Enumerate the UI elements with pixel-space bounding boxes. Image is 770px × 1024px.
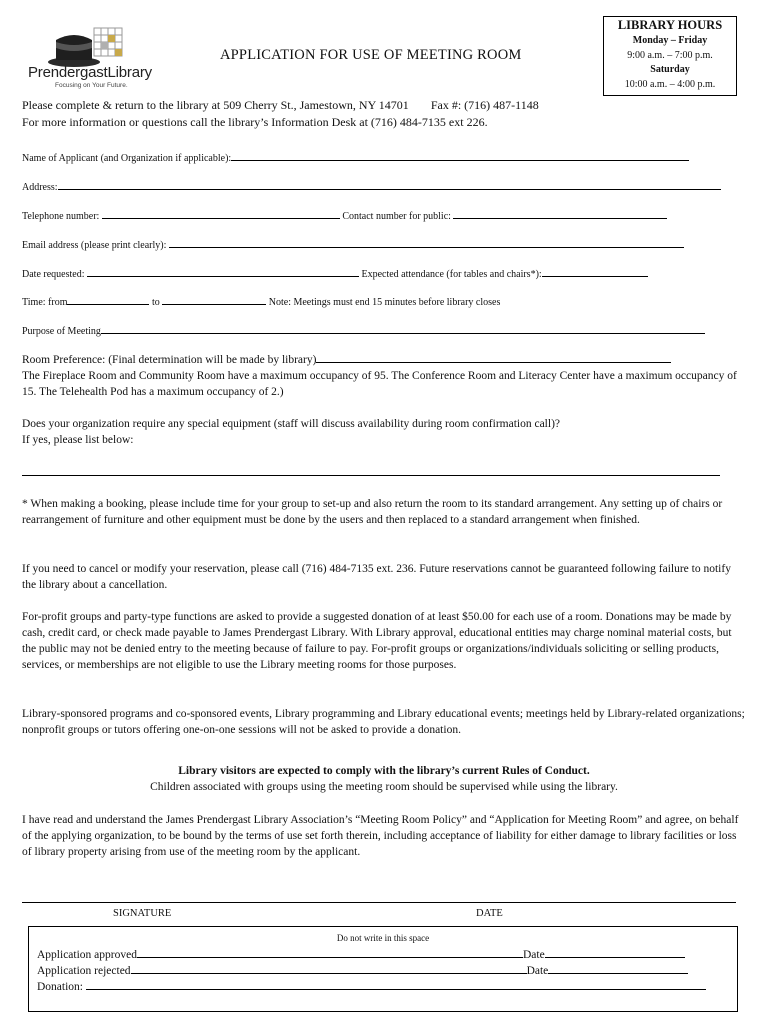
signature-line[interactable] xyxy=(22,902,736,903)
telephone-line[interactable] xyxy=(102,208,340,219)
time-from-label: Time: from xyxy=(22,297,68,308)
info-desk-line: For more information or questions call the library’s Information Desk at (716) 484-7135 ext 226. xyxy=(22,115,488,129)
hours-heading: LIBRARY HOURS xyxy=(617,18,723,32)
address-field[interactable] xyxy=(22,179,721,193)
time-to-label: to xyxy=(151,297,160,308)
email-label: Email address (please print clearly): xyxy=(22,240,167,251)
email-line[interactable] xyxy=(169,237,684,248)
donation-line[interactable] xyxy=(86,979,706,990)
rejected-line[interactable] xyxy=(131,963,527,974)
logo-tagline: Focusing on Your Future. xyxy=(55,82,128,89)
rejected-date-label: Date xyxy=(526,965,549,977)
saturday-label: Saturday xyxy=(650,64,690,75)
equipment-question: Does your organization require any special equipment (staff will discuss availability during room confirmation call)? xyxy=(22,418,561,430)
equipment-line[interactable] xyxy=(22,475,720,476)
attendance-label: Expected attendance (for tables and chairs*): xyxy=(361,269,542,280)
rejected-date-line[interactable] xyxy=(548,963,688,974)
page-title: APPLICATION FOR USE OF MEETING ROOM xyxy=(220,47,522,63)
telephone-field[interactable] xyxy=(22,208,667,222)
contact-public-label: Contact number for public: xyxy=(342,211,451,222)
date-requested-line[interactable] xyxy=(87,266,359,277)
room-pref-line[interactable] xyxy=(316,352,671,363)
equipment-block xyxy=(22,416,746,448)
office-use-note: Do not write in this space xyxy=(336,933,430,943)
weekday-label: Monday – Friday xyxy=(632,35,708,46)
email-field[interactable] xyxy=(22,237,684,251)
date-attendance-field[interactable] xyxy=(22,266,648,280)
time-to-line[interactable] xyxy=(162,294,266,305)
fax-number: Fax #: (716) 487-1148 xyxy=(430,98,539,112)
equipment-list-label: If yes, please list below: xyxy=(22,434,134,446)
approved-row[interactable] xyxy=(37,947,685,961)
cancel-text: If you need to cancel or modify your reservation, please call (716) 484-7135 ext. 236. Future reservations cannot be guaranteed following failure to notify the library about a cancellation. xyxy=(22,563,731,591)
address-line[interactable] xyxy=(58,179,721,190)
purpose-field[interactable] xyxy=(22,323,705,337)
occupancy-text: The Fireplace Room and Community Room have a maximum occupancy of 95. The Conference Room and Literacy Center have a maximum occupancy of 15. The Telehealth Pod has a maximum occupancy of 2.) xyxy=(22,370,737,398)
forprofit-text: For-profit groups and party-type functions are asked to provide a suggested donation of at least $50.00 for each use of a room. Donations may be made by cash, credit card, or check made payable to James Prendergast Library. With Library approval, educational entities may charge nominal material costs, but the public may not be denied entry to the meeting because of failure to pay. For-profit groups or organizations/individuals soliciting or selling products, services, or memberships are not eligible to use the Library meeting rooms for those purposes. xyxy=(22,611,732,671)
applicant-line[interactable] xyxy=(231,150,689,161)
date-label: DATE xyxy=(476,908,503,919)
office-use-box xyxy=(28,926,738,1012)
approved-line[interactable] xyxy=(137,947,523,958)
intro-text xyxy=(22,97,539,131)
address-label: Address: xyxy=(22,182,58,193)
time-from-line[interactable] xyxy=(67,294,149,305)
library-hours-box xyxy=(603,16,737,96)
donation-row[interactable] xyxy=(37,979,706,993)
applicant-label: Name of Applicant (and Organization if applicable): xyxy=(22,153,232,164)
contact-public-line[interactable] xyxy=(453,208,667,219)
date-requested-label: Date requested: xyxy=(22,269,85,280)
purpose-label: Purpose of Meeting xyxy=(22,326,101,337)
approved-label: Application approved xyxy=(37,949,137,961)
approved-date-label: Date xyxy=(522,949,545,961)
purpose-line[interactable] xyxy=(101,323,705,334)
setup-text: * When making a booking, please include time for your group to set-up and also return the room to its standard arrangement. Any setting up of chairs or rearrangement of furniture and other equipment must be done by the users and then replaced to a standard arrangement when finished. xyxy=(22,498,723,526)
time-field[interactable] xyxy=(22,294,500,308)
donation-label: Donation: xyxy=(37,981,83,993)
telephone-label: Telephone number: xyxy=(22,211,100,222)
return-address: Please complete & return to the library at 509 Cherry St., Jamestown, NY 14701 xyxy=(22,98,409,112)
sponsored-text: Library-sponsored programs and co-sponsored events, Library programming and Library educational events; meetings held by Library-related organizations; nonprofit groups or tutors offering one-on-one sessions will not be asked to provide a donation. xyxy=(22,708,745,736)
conduct-text: Library visitors are expected to comply with the library’s current Rules of Conduct. xyxy=(178,765,590,777)
signature-label: SIGNATURE xyxy=(113,908,172,919)
weekday-hours: 9:00 a.m. – 7:00 p.m. xyxy=(627,49,713,61)
room-pref-label: Room Preference: (Final determination will be made by library) xyxy=(22,354,317,366)
saturday-hours: 10:00 a.m. – 4:00 p.m. xyxy=(624,78,716,90)
logo-name: PrendergastLibrary xyxy=(28,64,152,81)
attendance-line[interactable] xyxy=(542,266,648,277)
time-note: Note: Meetings must end 15 minutes before library closes xyxy=(268,297,501,308)
room-preference-block xyxy=(22,352,746,400)
rejected-row[interactable] xyxy=(37,963,688,977)
rejected-label: Application rejected xyxy=(37,965,131,977)
approved-date-line[interactable] xyxy=(545,947,685,958)
applicant-field[interactable] xyxy=(22,150,689,164)
children-text: Children associated with groups using the meeting room should be supervised while using the library. xyxy=(150,781,618,793)
agreement-text: I have read and understand the James Prendergast Library Association’s “Meeting Room Policy” and “Application for Meeting Room” and agree, on behalf of the applying organization, to be bound by the terms of use set forth therein, including acceptance of liability for either damage to library facilities or loss of library property arising from use of the meeting room by the applicant. xyxy=(22,814,739,858)
